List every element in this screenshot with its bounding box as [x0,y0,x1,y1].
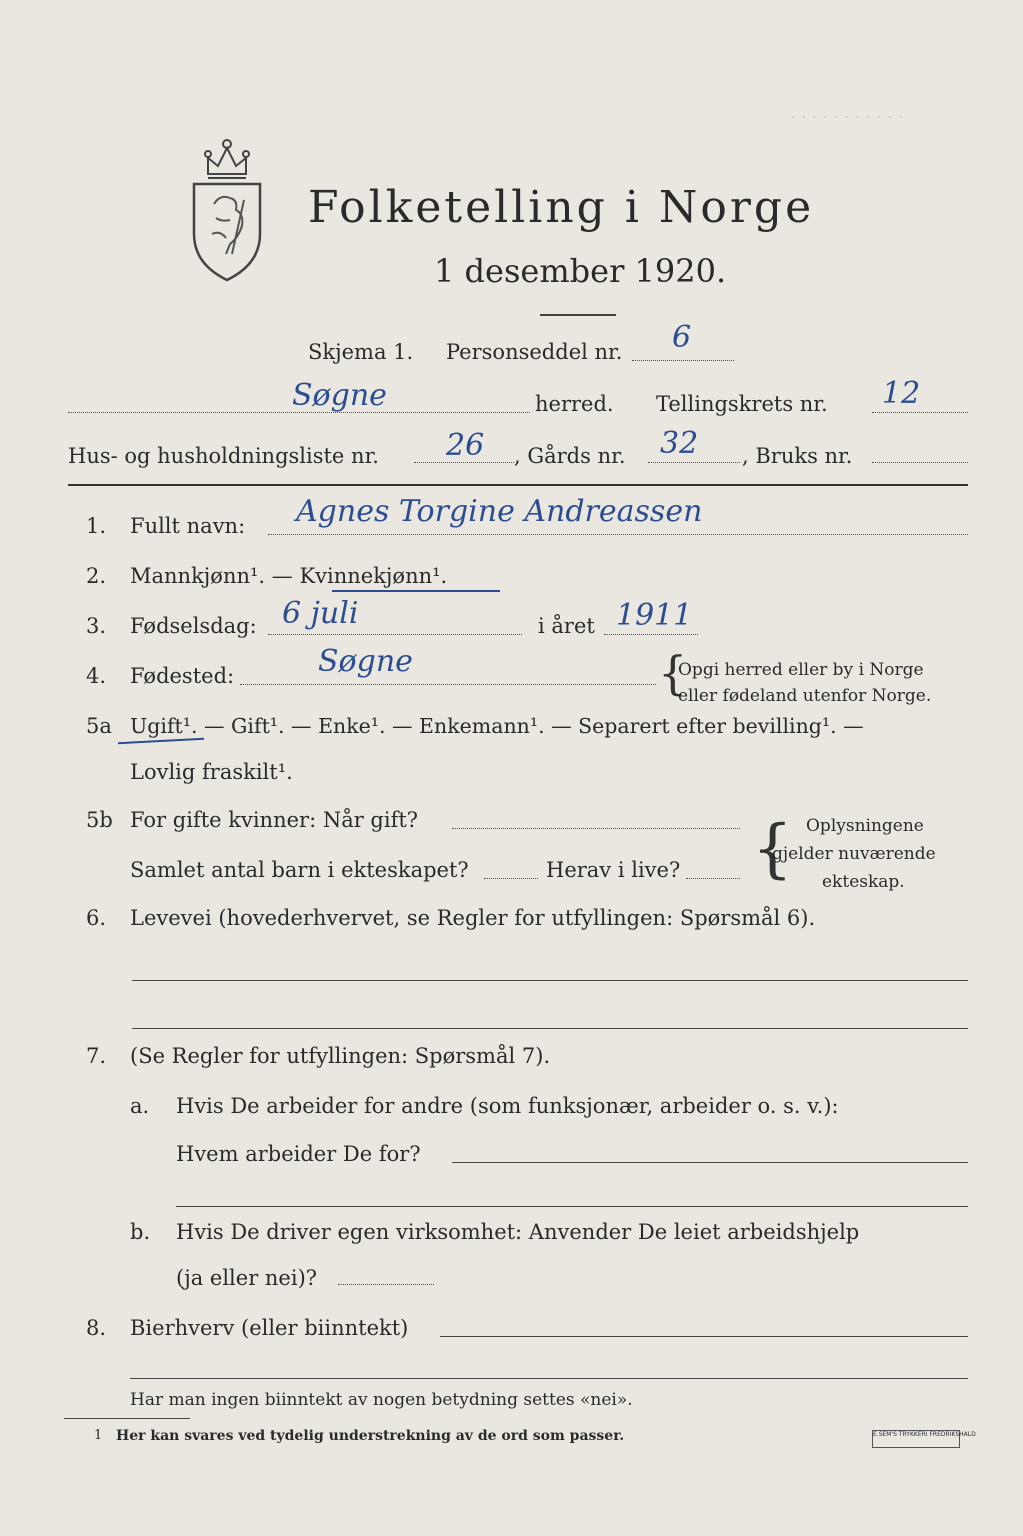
q7a-line [452,1162,968,1163]
q5b-number: 5b [86,808,113,832]
q4-note-line2: eller fødeland utenfor Norge. [678,686,932,706]
q1-line [268,534,968,535]
q6-number: 6. [86,906,107,930]
herred-value[interactable]: Søgne [292,378,387,413]
q5b-note-line1: Oplysningene [806,816,924,836]
q4-line [240,684,656,685]
q7a-line1: Hvis De arbeider for andre (som funksjonær, arbeider o. s. v.): [176,1094,839,1118]
personseddel-line [632,360,734,361]
tellingskrets-value[interactable]: 12 [882,376,921,411]
q7b-letter: b. [130,1220,151,1244]
q8-label: Bierhverv (eller biinntekt) [130,1316,409,1340]
q4-brace: { [658,646,688,700]
q5b-line2a: Samlet antal barn i ekteskapet? [130,858,469,882]
q5b-line2b: Herav i live? [546,858,681,882]
q7a-line-extra [176,1206,968,1207]
gards-value[interactable]: 32 [660,426,699,461]
q7b-line [338,1284,434,1285]
q7-number: 7. [86,1044,107,1068]
q2-label: Mannkjønn¹. — Kvinnekjønn¹. [130,564,448,588]
q5a-line2: Lovlig fraskilt¹. [130,760,293,784]
q7b-line1: Hvis De driver egen virksomhet: Anvender De leiet arbeidshjelp [176,1220,860,1244]
q4-number: 4. [86,664,107,688]
bleed-through: · · · · · · · · · · · [790,108,904,128]
q1-number: 1. [86,514,107,538]
q3-line [268,634,522,635]
q1-value[interactable]: Agnes Torgine Andreassen [296,494,703,529]
q3-year-value[interactable]: 1911 [616,598,693,633]
tellingskrets-label: Tellingskrets nr. [656,392,828,416]
q5b-ilive-line [686,878,740,879]
header-divider [68,484,968,486]
q7a-line2: Hvem arbeider De for? [176,1142,421,1166]
q3-number: 3. [86,614,107,638]
q5b-note-line3: ekteskap. [822,872,905,892]
footnote-number: 1 [94,1428,103,1443]
title-divider [540,314,616,316]
q5b-brace: { [752,812,793,886]
q7a-letter: a. [130,1094,150,1118]
q5b-barn-line [484,878,538,879]
q3-year-line [604,634,698,635]
skjema-label: Skjema 1. [308,340,414,364]
gards-label: , Gårds nr. [514,444,626,468]
q4-note-line1: Opgi herred eller by i Norge [678,660,924,680]
footnote-divider [64,1418,190,1419]
q6-line2 [132,1028,968,1029]
q5b-note-line2: gjelder nuværende [772,844,936,864]
personseddel-value[interactable]: 6 [672,320,692,355]
q6-line1 [132,980,968,981]
tellingskrets-line [872,412,968,413]
q3-value[interactable]: 6 juli [282,596,359,631]
q6-label: Levevei (hovederhvervet, se Regler for utfyllingen: Spørsmål 6). [130,906,816,930]
q3-year-label: i året [538,614,595,638]
footnote-text: Her kan svares ved tydelig understrekning av de ord som passer. [116,1428,625,1444]
hus-value[interactable]: 26 [446,428,485,463]
q5a-underline-mark [118,738,204,744]
herred-label: herred. [535,392,614,416]
q4-label: Fødested: [130,664,235,688]
q2-underline-mark [332,590,500,592]
bruks-label: , Bruks nr. [742,444,853,468]
q5a-line1: Ugift¹. — Gift¹. — Enke¹. — Enkemann¹. — Separert efter bevilling¹. — [130,714,864,738]
q3-label: Fødselsdag: [130,614,257,638]
q5a-number: 5a [86,714,112,738]
q8-number: 8. [86,1316,107,1340]
form-title: Folketelling i Norge [308,182,815,233]
q2-number: 2. [86,564,107,588]
q7-label: (Se Regler for utfyllingen: Spørsmål 7). [130,1044,551,1068]
q4-value[interactable]: Søgne [318,644,413,679]
q1-label: Fullt navn: [130,514,246,538]
hus-label: Hus- og husholdningsliste nr. [68,444,379,468]
q7b-line2: (ja eller nei)? [176,1266,318,1290]
q5b-line1: For gifte kvinner: Når gift? [130,808,419,832]
gards-line [648,462,740,463]
q8-line-extra [130,1378,968,1379]
form-date: 1 desember 1920. [434,252,727,290]
personseddel-label: Personseddel nr. [446,340,623,364]
norwegian-coat-of-arms-icon [186,134,268,284]
q8-line [440,1336,968,1337]
note-nei: Har man ingen biinntekt av nogen betydning settes «nei». [130,1390,633,1410]
printer-stamp: E.SEM'S TRYKKERI FREDRIKSHALD [872,1430,960,1448]
bruks-line [872,462,968,463]
q5b-gift-line [452,828,740,829]
